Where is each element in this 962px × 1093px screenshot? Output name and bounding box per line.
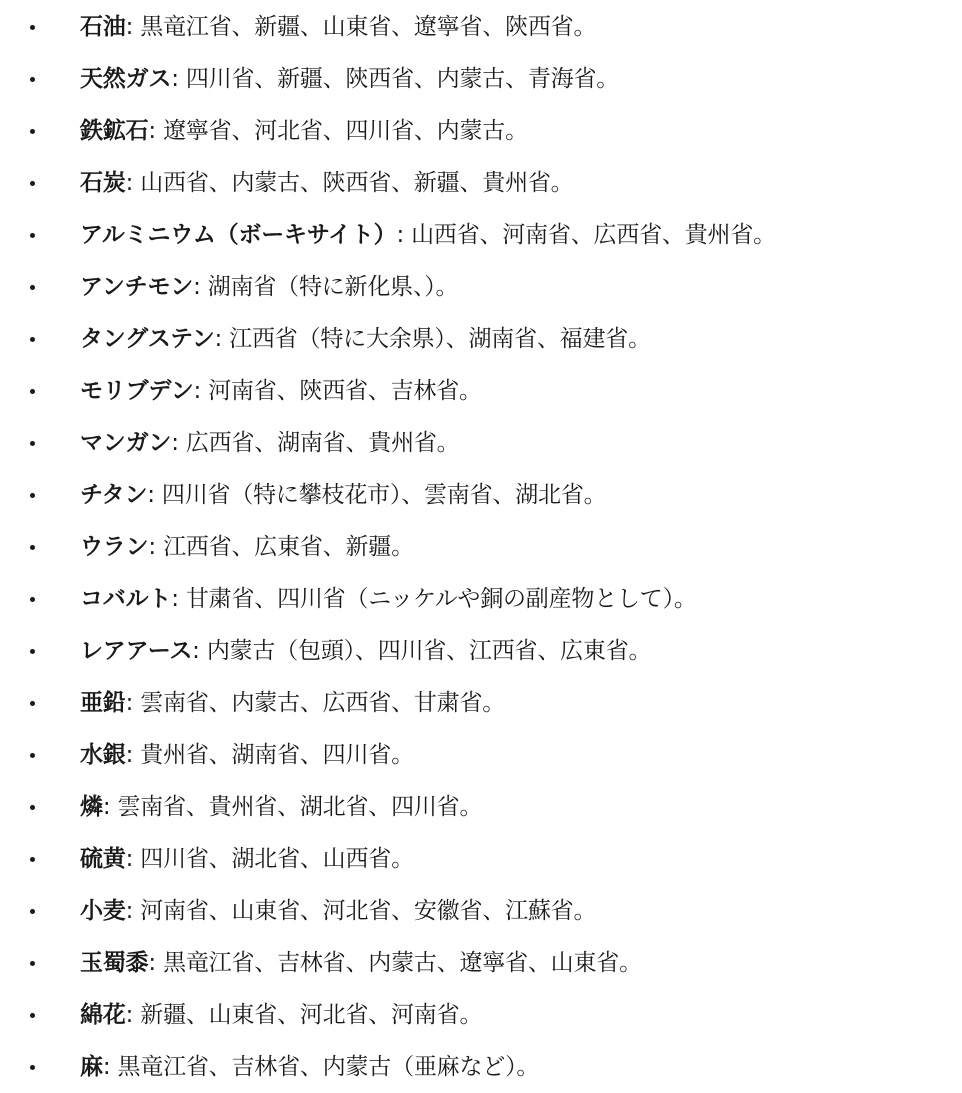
list-item (0, 417, 962, 469)
list-item (0, 781, 962, 833)
bullet-icon (30, 545, 35, 550)
list-item (0, 365, 962, 417)
bullet-icon (30, 701, 35, 706)
bullet-icon (30, 77, 35, 82)
resource-name: 亜鉛 (80, 690, 126, 716)
list-item (0, 729, 962, 781)
bullet-icon (30, 805, 35, 810)
list-item (0, 521, 962, 573)
resource-regions: : 内蒙古（包頭）、四川省、江西省、広東省。 (192, 638, 652, 664)
resource-name: 麻 (80, 1054, 103, 1080)
list-item (0, 209, 962, 261)
resource-regions: : 江西省（特に大余県）、湖南省、福建省。 (214, 326, 651, 352)
resource-regions: : 四川省、新疆、陝西省、内蒙古、青海省。 (171, 66, 620, 92)
item-content (80, 376, 482, 406)
resource-name: モリブデン (80, 378, 194, 404)
list-item (0, 313, 962, 365)
item-content (80, 428, 459, 458)
resource-regions: : 黒竜江省、吉林省、内蒙古、遼寧省、山東省。 (148, 950, 642, 976)
resource-regions: : 湖南省（特に新化県、）。 (193, 274, 459, 300)
resource-name: アルミニウム（ボーキサイト） (80, 222, 397, 248)
resource-regions: : 黒竜江省、新疆、山東省、遼寧省、陝西省。 (125, 14, 597, 40)
item-content (80, 532, 414, 562)
resource-regions: : 江西省、広東省、新疆。 (148, 534, 414, 560)
bullet-icon (30, 389, 35, 394)
item-content (80, 12, 596, 42)
list-item (0, 261, 962, 313)
item-content (80, 636, 651, 666)
item-content (80, 948, 642, 978)
list-item (0, 677, 962, 729)
resource-name: 石炭 (80, 170, 126, 196)
list-item (0, 53, 962, 105)
item-content (80, 740, 414, 770)
resource-name: 硫黄 (80, 846, 126, 872)
bullet-icon (30, 597, 35, 602)
bullet-icon (30, 129, 35, 134)
resource-regions: : 四川省（特に攀枝花市）、雲南省、湖北省。 (147, 482, 607, 508)
resource-name: タングステン (80, 326, 215, 352)
resource-name: 鉄鉱石 (80, 118, 149, 144)
resource-name: 綿花 (80, 1002, 126, 1028)
bullet-icon (30, 337, 35, 342)
list-item (0, 1, 962, 53)
item-content (80, 1000, 482, 1030)
resource-name: 玉蜀黍 (80, 950, 149, 976)
resource-regions: : 遼寧省、河北省、四川省、内蒙古。 (148, 118, 528, 144)
item-content (80, 220, 776, 250)
list-item (0, 833, 962, 885)
item-content (80, 324, 651, 354)
resource-regions: : 黒竜江省、吉林省、内蒙古（亜麻など）。 (102, 1054, 540, 1080)
item-content (80, 1052, 539, 1082)
bullet-icon (30, 909, 35, 914)
resource-regions: : 雲南省、内蒙古、広西省、甘粛省。 (125, 690, 506, 716)
resource-regions: : 山西省、河南省、広西省、貴州省。 (396, 222, 776, 248)
resource-name: ウラン (80, 534, 149, 560)
resource-name: 天然ガス (80, 66, 172, 92)
list-item (0, 885, 962, 937)
resource-regions: : 雲南省、貴州省、湖北省、四川省。 (102, 794, 483, 820)
resource-name: チタン (80, 482, 148, 508)
bullet-icon (30, 1013, 35, 1018)
item-content (80, 844, 414, 874)
item-content (80, 272, 458, 302)
item-content (80, 896, 596, 926)
resource-regions: : 山西省、内蒙古、陝西省、新疆、貴州省。 (125, 170, 574, 196)
list-item (0, 625, 962, 677)
item-content (80, 480, 606, 510)
item-content (80, 584, 697, 614)
item-content (80, 168, 573, 198)
resource-name: 小麦 (80, 898, 126, 924)
list-item (0, 1041, 962, 1093)
list-item (0, 469, 962, 521)
resource-name: アンチモン (80, 274, 194, 300)
resource-name: 水銀 (80, 742, 126, 768)
bullet-icon (30, 285, 35, 290)
bullet-icon (30, 181, 35, 186)
list-item (0, 573, 962, 625)
resource-name: マンガン (80, 430, 172, 456)
item-content (80, 116, 528, 146)
resource-regions: : 河南省、山東省、河北省、安徽省、江蘇省。 (125, 898, 597, 924)
resource-name: 石油 (80, 14, 126, 40)
list-item (0, 989, 962, 1041)
resource-regions: : 広西省、湖南省、貴州省。 (171, 430, 460, 456)
bullet-icon (30, 493, 35, 498)
list-item (0, 105, 962, 157)
resource-name: レアアース (80, 638, 193, 664)
bullet-icon (30, 753, 35, 758)
resource-regions: : 貴州省、湖南省、四川省。 (125, 742, 414, 768)
resource-regions: : 甘粛省、四川省（ニッケルや銅の副産物として）。 (171, 586, 697, 612)
resource-name: 燐 (80, 794, 103, 820)
resource-name: コバルト (80, 586, 172, 612)
list-item (0, 157, 962, 209)
resource-regions: : 四川省、湖北省、山西省。 (125, 846, 414, 872)
resource-regions: : 河南省、陝西省、吉林省。 (193, 378, 482, 404)
item-content (80, 64, 619, 94)
resource-list (0, 1, 962, 1093)
bullet-icon (30, 857, 35, 862)
bullet-icon (30, 233, 35, 238)
bullet-icon (30, 961, 35, 966)
bullet-icon (30, 441, 35, 446)
bullet-icon (30, 649, 35, 654)
item-content (80, 688, 505, 718)
item-content (80, 792, 482, 822)
bullet-icon (30, 1065, 35, 1070)
list-item (0, 937, 962, 989)
bullet-icon (30, 25, 35, 30)
resource-regions: : 新疆、山東省、河北省、河南省。 (125, 1002, 483, 1028)
